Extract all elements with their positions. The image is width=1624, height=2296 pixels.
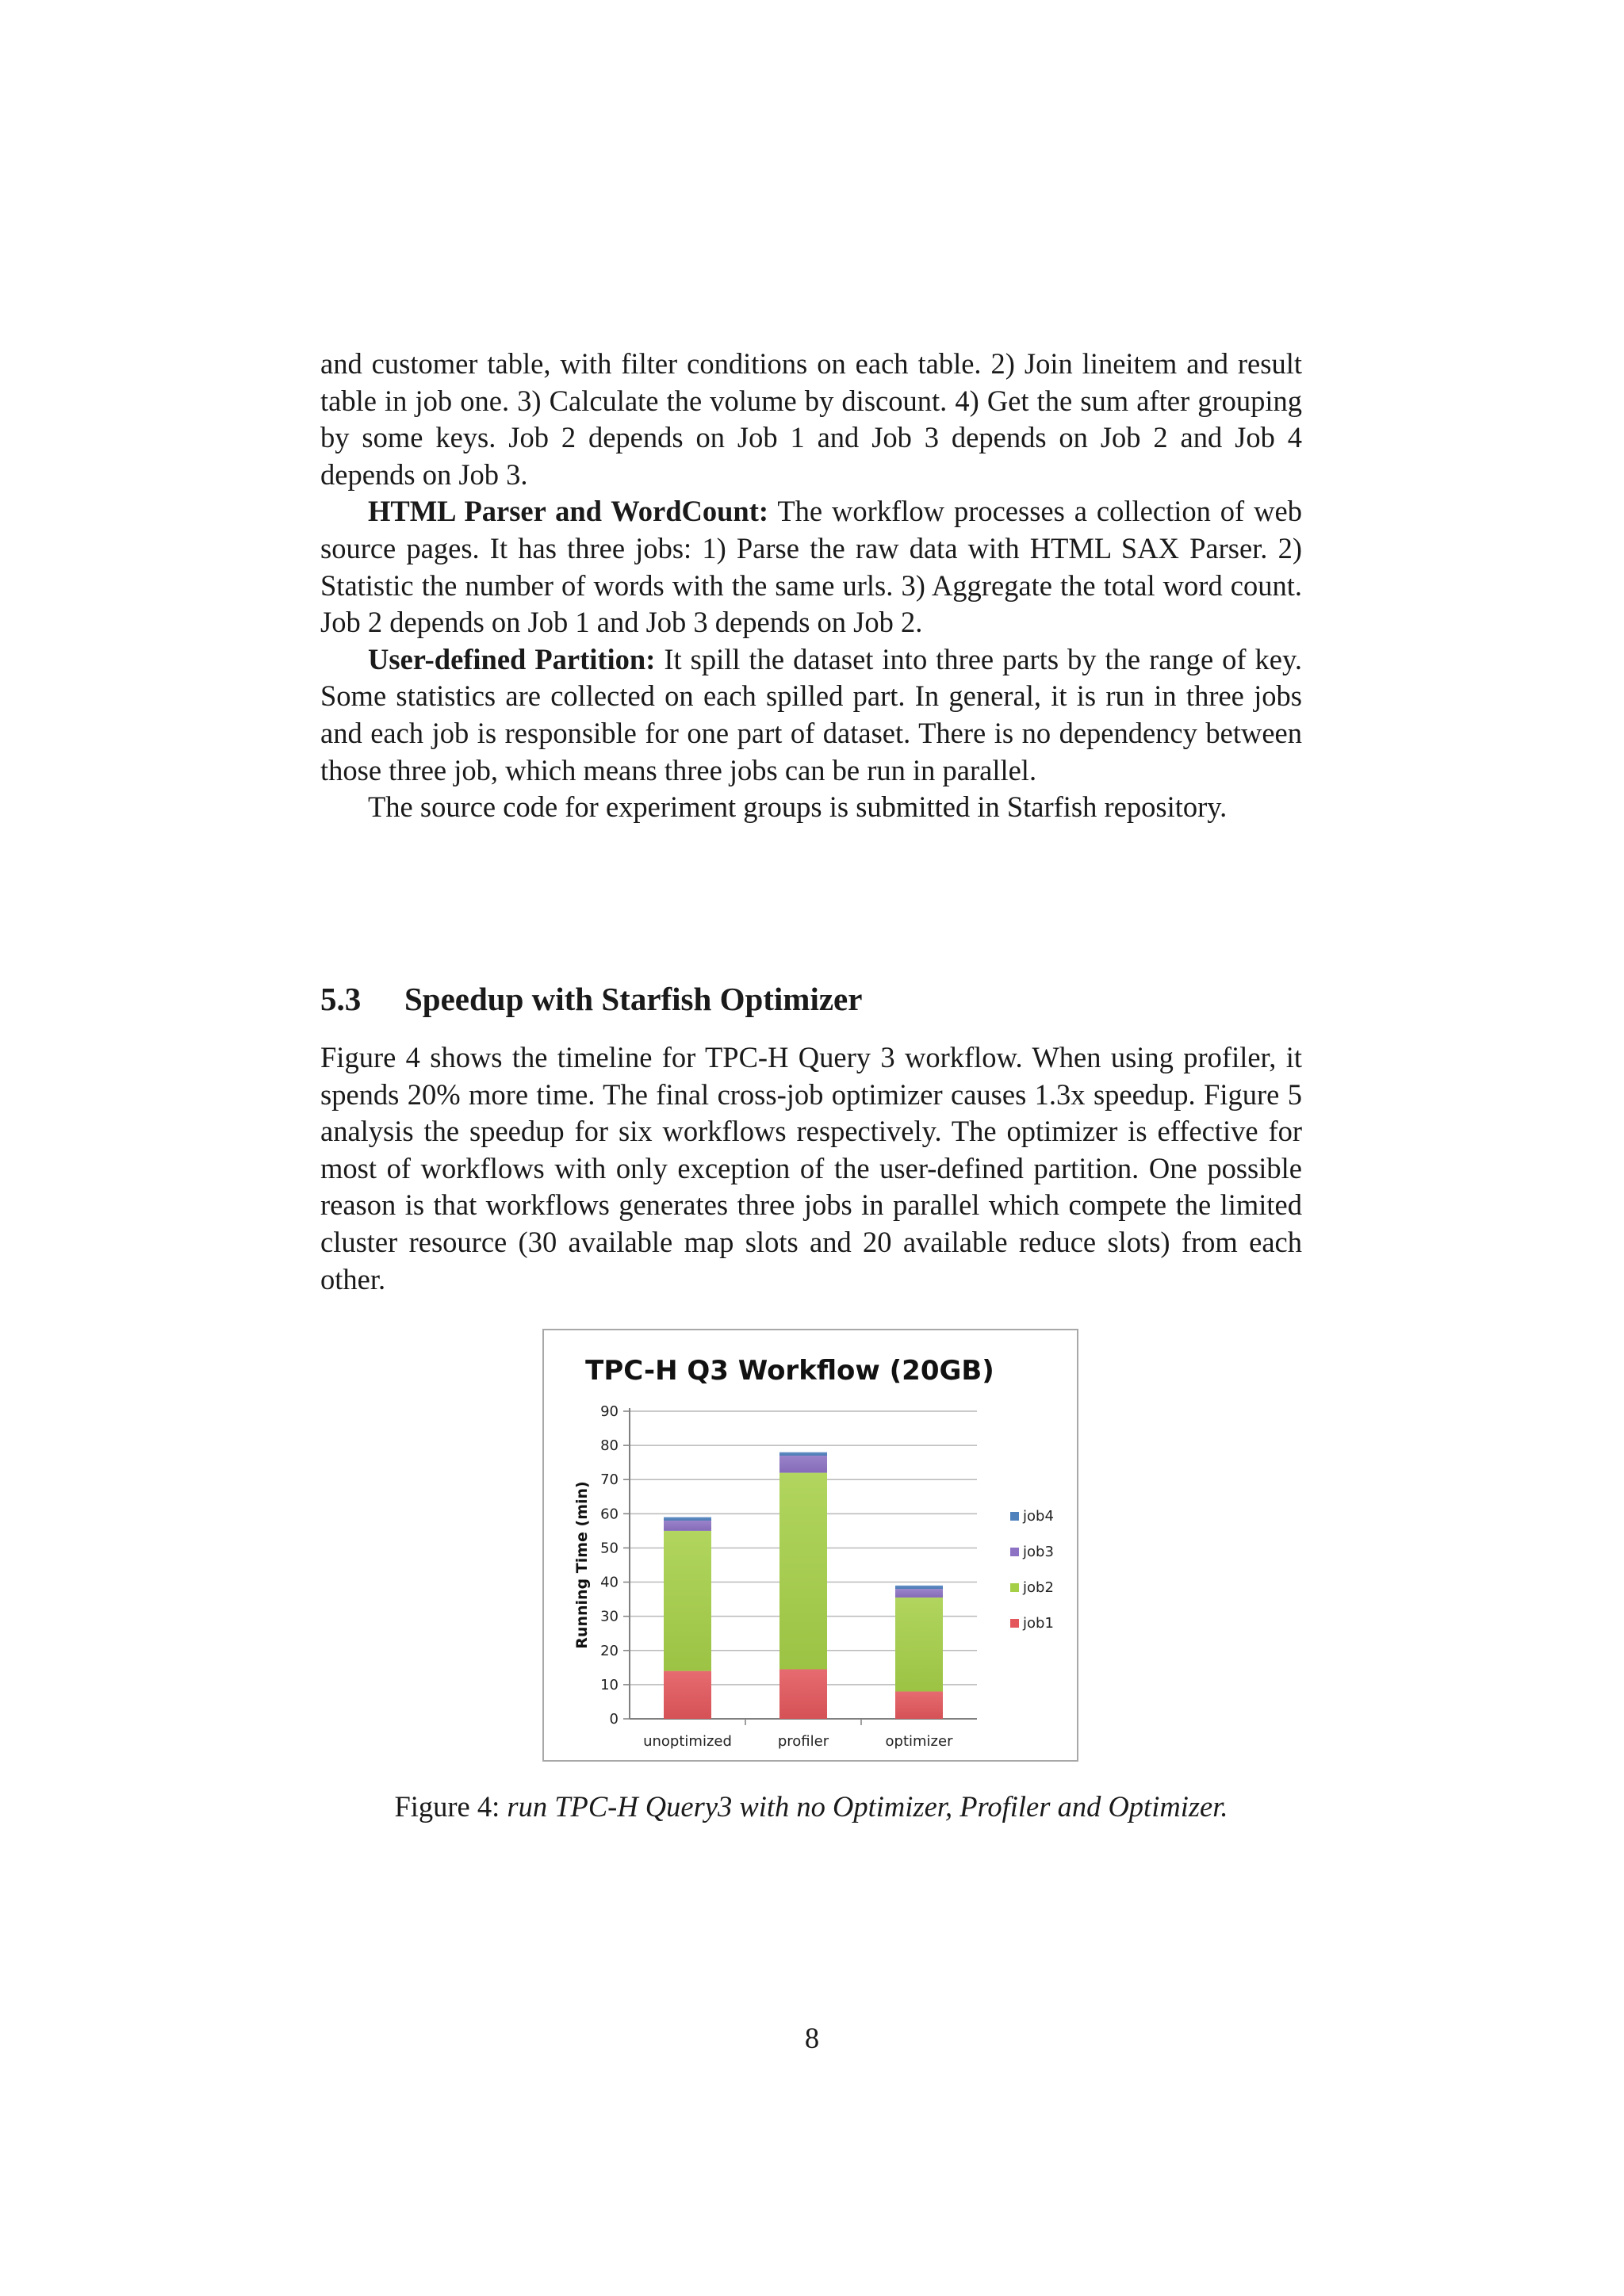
paragraph-user-partition [320, 641, 1302, 789]
y-tick-label-0: 0 [609, 1711, 619, 1728]
y-tick-label-60: 60 [600, 1506, 619, 1523]
section-title: Speedup with Starfish Optimizer [404, 981, 863, 1017]
paragraph-source-code: The source code for experiment groups is submitted in Starfish repository. [368, 790, 1228, 824]
legend-swatch-job1 [1010, 1619, 1019, 1628]
bar-optimizer-job1 [895, 1692, 943, 1719]
body-text-top [320, 346, 1302, 826]
legend-label-job3: job3 [1023, 1544, 1054, 1560]
y-tick-label-40: 40 [600, 1574, 619, 1591]
page-number: 8 [804, 2022, 820, 2054]
figure-chart [542, 1329, 1078, 1762]
bar-profiler-job2 [779, 1473, 827, 1670]
bar-unoptimized-job2 [664, 1531, 711, 1671]
legend-swatch-job4 [1010, 1512, 1019, 1521]
paragraph-html-parser [320, 493, 1302, 641]
y-tick-label-10: 10 [600, 1676, 619, 1693]
bar-optimizer-job3 [895, 1589, 943, 1598]
paragraph-tpch-steps: and customer table, with filter conditions on each table. 2) Join lineitem and result table in job one. 3) Calculate the volume by discount. 4) Get the sum after grouping by some keys. Job 2 depends on Job 1 and Job 3 depends on Job 2 and Job 4 depends on Job 3. [320, 347, 1302, 491]
legend-swatch-job2 [1010, 1583, 1019, 1592]
paragraph-user-partition-body: It spill the dataset into three parts by the range of key. Some statistics are collected on each spilled part. In general, it is run in three jobs and each job is responsible for one part of dataset. There is no dependency between those three job, which means three jobs can be run in parallel. [320, 642, 1302, 786]
x-tick-label-unoptimized: unoptimized [643, 1733, 732, 1750]
y-tick-label-20: 20 [600, 1642, 619, 1659]
section-heading [320, 978, 862, 1020]
y-tick-label-30: 30 [600, 1608, 619, 1625]
bar-optimizer-job2 [895, 1598, 943, 1692]
legend-label-job1: job1 [1023, 1615, 1054, 1632]
x-tick-label-profiler: profiler [777, 1733, 829, 1750]
paragraph-user-partition-title: User-defined Partition: [368, 642, 656, 675]
bar-profiler-job1 [779, 1669, 827, 1719]
body-text-section [320, 1039, 1302, 1298]
y-tick-label-50: 50 [600, 1540, 619, 1557]
figure-caption [320, 1789, 1302, 1825]
section-number: 5.3 [320, 981, 362, 1017]
bar-unoptimized-job1 [664, 1671, 711, 1719]
y-axis-label: Running Time (min) [573, 1481, 591, 1649]
legend-label-job4: job4 [1023, 1508, 1054, 1525]
caption-text: run TPC-H Query3 with no Optimizer, Profiler and Optimizer. [507, 1790, 1228, 1823]
y-tick-label-80: 80 [600, 1437, 619, 1455]
paragraph-html-parser-title: HTML Parser and WordCount: [368, 495, 769, 528]
bar-optimizer-job4 [895, 1586, 943, 1589]
legend-label-job2: job2 [1023, 1579, 1054, 1596]
paragraph-speedup: Figure 4 shows the timeline for TPC-H Query 3 workflow. When using profiler, it spends 20% more time. The final cross-job optimizer causes 1.3x speedup. Figure 5 analysis the speedup for six workflows respectively. The optimizer is effective for most of workflows with only exception of the user-defined partition. One possible reason is that workflows generates three jobs in parallel which compete the limited cluster resource (30 available map slots and 20 available reduce slots) from each other. [320, 1041, 1302, 1295]
bar-profiler-job4 [779, 1452, 827, 1456]
bar-unoptimized-job3 [664, 1521, 711, 1531]
x-tick-label-optimizer: optimizer [885, 1733, 953, 1750]
chart-title: TPC-H Q3 Workflow (20GB) [585, 1355, 994, 1387]
y-tick-label-90: 90 [600, 1403, 619, 1420]
bar-profiler-job3 [779, 1456, 827, 1473]
caption-label: Figure 4: [394, 1790, 508, 1823]
legend-swatch-job3 [1010, 1548, 1019, 1556]
y-tick-label-70: 70 [600, 1471, 619, 1489]
bar-unoptimized-job4 [664, 1517, 711, 1521]
stacked-bar-chart [544, 1330, 1077, 1760]
paragraph-html-parser-body: The workflow processes a collection of web source pages. It has three jobs: 1) Parse the raw data with HTML SAX Parser. 2) Statistic the number of words with the same urls. 3) Aggregate the total word count. Job 2 depends on Job 1 and Job 3 depends on Job 2. [320, 495, 1302, 639]
